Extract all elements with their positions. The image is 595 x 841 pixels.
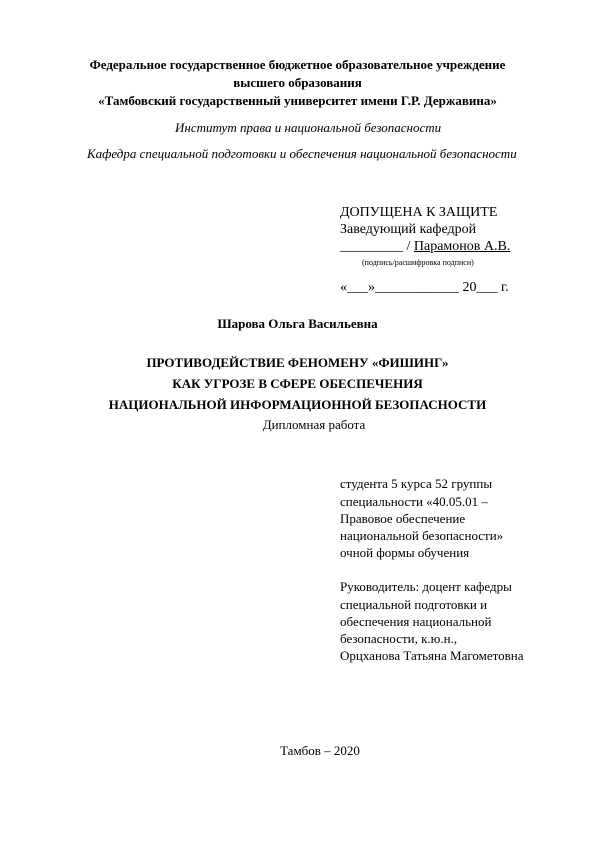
org-line-1: Федеральное государственное бюджетное образовательное учреждение xyxy=(89,57,506,72)
work-type: Дипломная работа xyxy=(262,417,366,432)
approval-role: Заведующий кафедрой xyxy=(340,222,477,237)
student-line-4: национальной безопасности» xyxy=(340,528,504,543)
work-title-line-2: КАК УГРОЗЕ В СФЕРЕ ОБЕСПЕЧЕНИЯ xyxy=(172,376,423,391)
head-name: Парамонов А.В. xyxy=(413,239,511,254)
student-line-3: Правовое обеспечение xyxy=(340,511,466,526)
approval-title: ДОПУЩЕНА К ЗАЩИТЕ xyxy=(340,205,498,220)
student-line-2: специальности «40.05.01 – xyxy=(340,494,488,509)
supervisor-line-1: Руководитель: доцент кафедры xyxy=(340,579,512,594)
department-name: Кафедра специальной подготовки и обеспечения национальной безопасности xyxy=(87,146,517,161)
approval-signature-line xyxy=(340,239,510,255)
institute-name: Институт права и национальной безопасности xyxy=(175,120,442,135)
student-line-5: очной формы обучения xyxy=(340,545,470,560)
work-title-line-3: НАЦИОНАЛЬНОЙ ИНФОРМАЦИОННОЙ БЕЗОПАСНОСТИ xyxy=(108,397,487,412)
student-line-1: студента 5 курса 52 группы xyxy=(340,476,493,491)
work-title-line-1: ПРОТИВОДЕЙСТВИЕ ФЕНОМЕНУ «ФИШИНГ» xyxy=(146,355,449,370)
supervisor-line-5: Орцханова Татьяна Магометовна xyxy=(340,648,524,663)
supervisor-line-3: обеспечения национальной xyxy=(340,614,492,629)
org-line-2: высшего образования xyxy=(233,75,362,90)
city-year: Тамбов – 2020 xyxy=(280,743,360,758)
signature-blank: _________ / xyxy=(340,239,414,254)
supervisor-line-4: безопасности, к.ю.н., xyxy=(340,631,458,646)
approval-date-line: «___»____________ 20___ г. xyxy=(340,280,509,295)
org-line-3: «Тамбовский государственный университет имени Г.Р. Державина» xyxy=(98,93,497,108)
signature-caption: (подпись/расшифровка подписи) xyxy=(362,258,474,267)
author-name: Шарова Ольга Васильевна xyxy=(217,316,378,331)
supervisor-line-2: специальной подготовки и xyxy=(340,597,488,612)
